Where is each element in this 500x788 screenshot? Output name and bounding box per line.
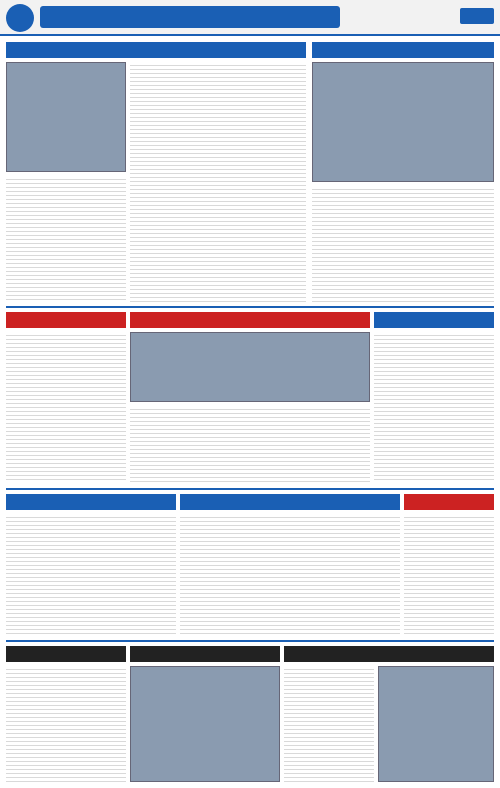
article-text bbox=[6, 332, 126, 482]
article-text bbox=[6, 666, 126, 782]
newspaper-logo bbox=[6, 4, 34, 32]
headline-bar bbox=[6, 42, 306, 58]
page-number-box bbox=[460, 8, 494, 24]
news-photo bbox=[130, 332, 370, 402]
headline-bar bbox=[284, 646, 494, 662]
headline-bar bbox=[312, 42, 494, 58]
divider bbox=[6, 488, 494, 490]
divider bbox=[6, 306, 494, 308]
article-text bbox=[284, 666, 374, 782]
divider bbox=[6, 640, 494, 642]
article-text bbox=[6, 176, 126, 302]
headline-bar bbox=[6, 494, 176, 510]
news-photo bbox=[378, 666, 494, 782]
article-text bbox=[130, 406, 370, 482]
article-text bbox=[180, 514, 400, 634]
section-banner bbox=[40, 6, 340, 28]
news-photo bbox=[6, 62, 126, 172]
headline-bar bbox=[374, 312, 494, 328]
headline-bar bbox=[180, 494, 400, 510]
headline-bar bbox=[6, 312, 126, 328]
article-text bbox=[6, 514, 176, 634]
news-photo bbox=[312, 62, 494, 182]
article-text bbox=[404, 514, 494, 634]
news-photo bbox=[130, 666, 280, 782]
headline-bar bbox=[6, 646, 126, 662]
headline-bar bbox=[404, 494, 494, 510]
headline-bar bbox=[130, 312, 370, 328]
article-text bbox=[374, 332, 494, 482]
article-text bbox=[130, 62, 306, 302]
headline-bar bbox=[130, 646, 280, 662]
article-text bbox=[312, 186, 494, 302]
